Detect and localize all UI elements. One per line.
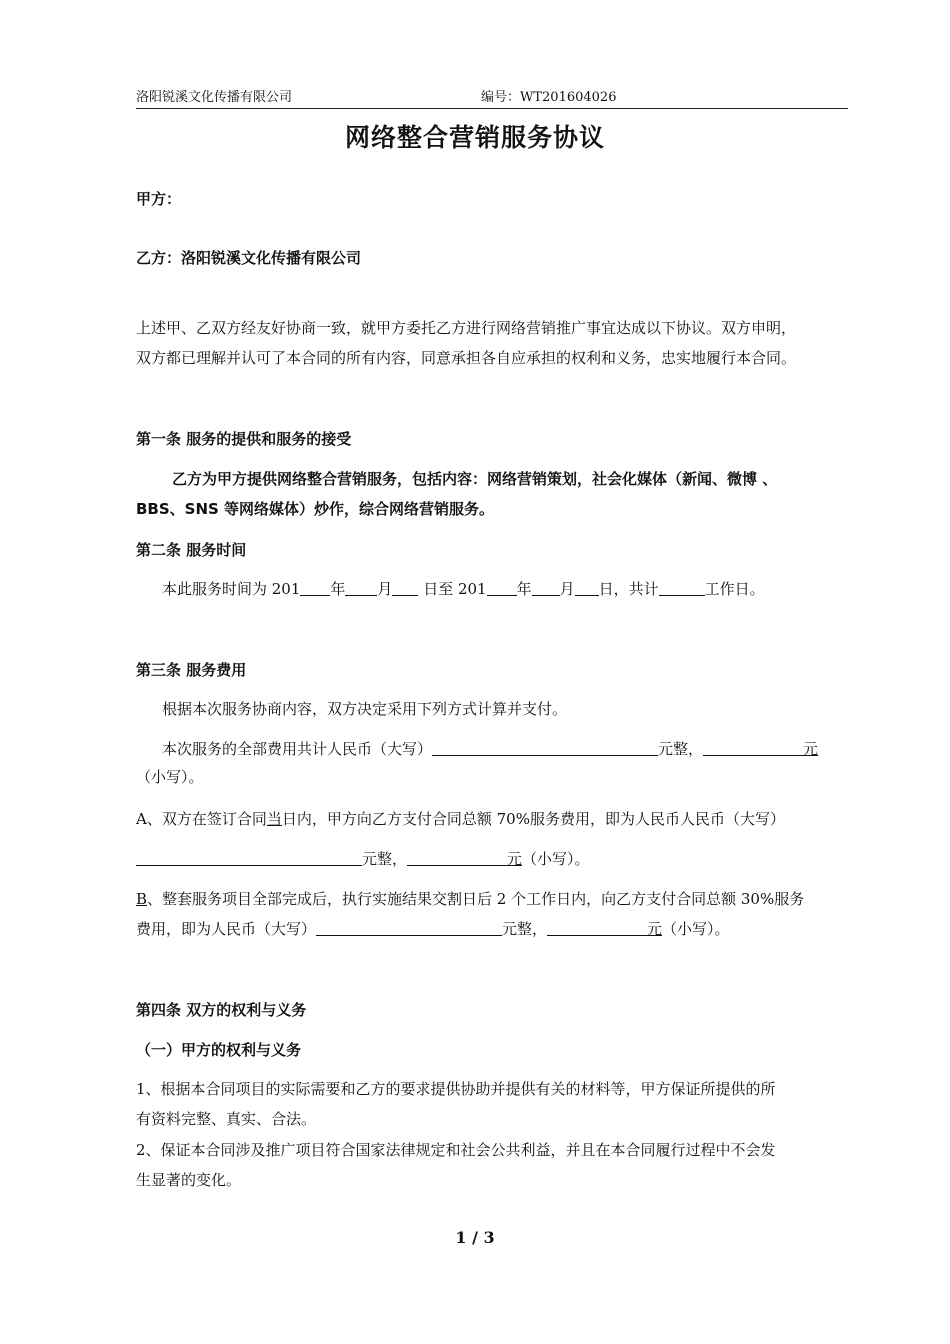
workdays-blank[interactable]	[659, 578, 705, 596]
article-1-heading: 第一条 服务的提供和服务的接受	[136, 430, 352, 448]
total-fee-number-blank[interactable]	[703, 738, 803, 756]
clause-b-unit: 元	[647, 920, 663, 938]
service-time-text: 日，共计	[598, 580, 659, 598]
total-fee-line	[162, 738, 818, 760]
year-blank-1[interactable]	[300, 578, 330, 596]
clause-b-line-1	[136, 888, 804, 910]
day-blank-1[interactable]	[392, 578, 418, 596]
service-time-text: 日至 201	[418, 580, 487, 598]
clause-b-text: 元整，	[502, 920, 548, 938]
year-blank-2[interactable]	[487, 578, 517, 596]
article-4-subheading: （一）甲方的权利与义务	[136, 1041, 302, 1059]
page-header	[136, 88, 848, 109]
intro-line-1: 上述甲、乙双方经友好协商一致，就甲方委托乙方进行网络营销推广事宜达成以下协议。双方申明，	[136, 319, 797, 337]
clause-a-line-1	[136, 808, 785, 830]
party-a-label: 甲方：	[136, 190, 182, 208]
document-title: 网络整合营销服务协议	[344, 123, 605, 152]
article-3-heading: 第三条 服务费用	[136, 661, 247, 679]
service-time-text: 月	[377, 580, 393, 598]
clause-a-text: （小写）。	[522, 850, 590, 868]
clause-b-line-2	[136, 918, 730, 940]
article-4-item-1-line-2: 有资料完整、真实、合法。	[136, 1110, 317, 1128]
article-4-item-2-line-2: 生显著的变化。	[136, 1171, 242, 1189]
total-fee-capital-blank[interactable]	[432, 738, 658, 756]
article-1-line-2: BBS、SNS 等网络媒体）炒作，综合网络营销服务。	[136, 500, 495, 518]
clause-a-line-2	[136, 848, 590, 870]
clause-a-text: 日内，甲方向乙方支付合同总额 70%服务费用，即为人民币人民币（大写）	[281, 810, 785, 828]
page-number: 1 / 3	[455, 1228, 495, 1247]
clause-b-capital-blank[interactable]	[316, 918, 502, 936]
service-time-text: 本此服务时间为 201	[162, 580, 301, 598]
clause-a-underlined: 当	[266, 810, 282, 828]
service-time-text: 工作日。	[704, 580, 765, 598]
clause-a-text: A、双方在签订合同	[136, 810, 267, 828]
header-company: 洛阳锐溪文化传播有限公司	[136, 90, 293, 105]
clause-a-capital-blank[interactable]	[136, 848, 362, 866]
month-blank-1[interactable]	[345, 578, 377, 596]
article-1-line-1: 乙方为甲方提供网络整合营销服务，包括内容：网络营销策划，社会化媒体（新闻、微博 、	[172, 470, 778, 488]
article-4-item-1-line-1: 1、根据本合同项目的实际需要和乙方的要求提供协助并提供有关的材料等，甲方保证所提供的所	[136, 1080, 776, 1098]
service-time-text: 年	[330, 580, 346, 598]
total-fee-text: 本次服务的全部费用共计人民币（大写）	[162, 740, 433, 758]
clause-b-text: （小写）。	[662, 920, 730, 938]
total-fee-lowercase-note: （小写）。	[136, 768, 204, 786]
header-document-number: 编号：WT201604026	[481, 90, 617, 105]
article-2-heading: 第二条 服务时间	[136, 541, 247, 559]
total-fee-text: 元整，	[658, 740, 704, 758]
party-b-label: 乙方：洛阳锐溪文化传播有限公司	[136, 249, 362, 267]
clause-a-unit: 元	[507, 850, 523, 868]
article-2-service-time	[162, 578, 765, 600]
service-time-text: 年	[516, 580, 532, 598]
service-time-text: 月	[559, 580, 575, 598]
clause-a-text: 元整，	[362, 850, 408, 868]
clause-b-text: 费用，即为人民币（大写）	[136, 920, 317, 938]
month-blank-2[interactable]	[532, 578, 560, 596]
clause-b-label: B	[136, 890, 148, 908]
clause-b-number-blank[interactable]	[547, 918, 647, 936]
total-fee-unit: 元	[803, 740, 819, 758]
article-4-item-2-line-1: 2、保证本合同涉及推广项目符合国家法律规定和社会公共利益，并且在本合同履行过程中不会发	[136, 1141, 776, 1159]
article-3-paragraph-1: 根据本次服务协商内容，双方决定采用下列方式计算并支付。	[162, 700, 568, 718]
clause-b-text: 、整套服务项目全部完成后，执行实施结果交割日后 2 个工作日内，向乙方支付合同总额 30%服务	[147, 890, 805, 908]
article-4-heading: 第四条 双方的权利与义务	[136, 1001, 307, 1019]
intro-line-2: 双方都已理解并认可了本合同的所有内容，同意承担各自应承担的权利和义务，忠实地履行本合同。	[136, 349, 797, 367]
clause-a-number-blank[interactable]	[407, 848, 507, 866]
day-blank-2[interactable]	[575, 578, 599, 596]
